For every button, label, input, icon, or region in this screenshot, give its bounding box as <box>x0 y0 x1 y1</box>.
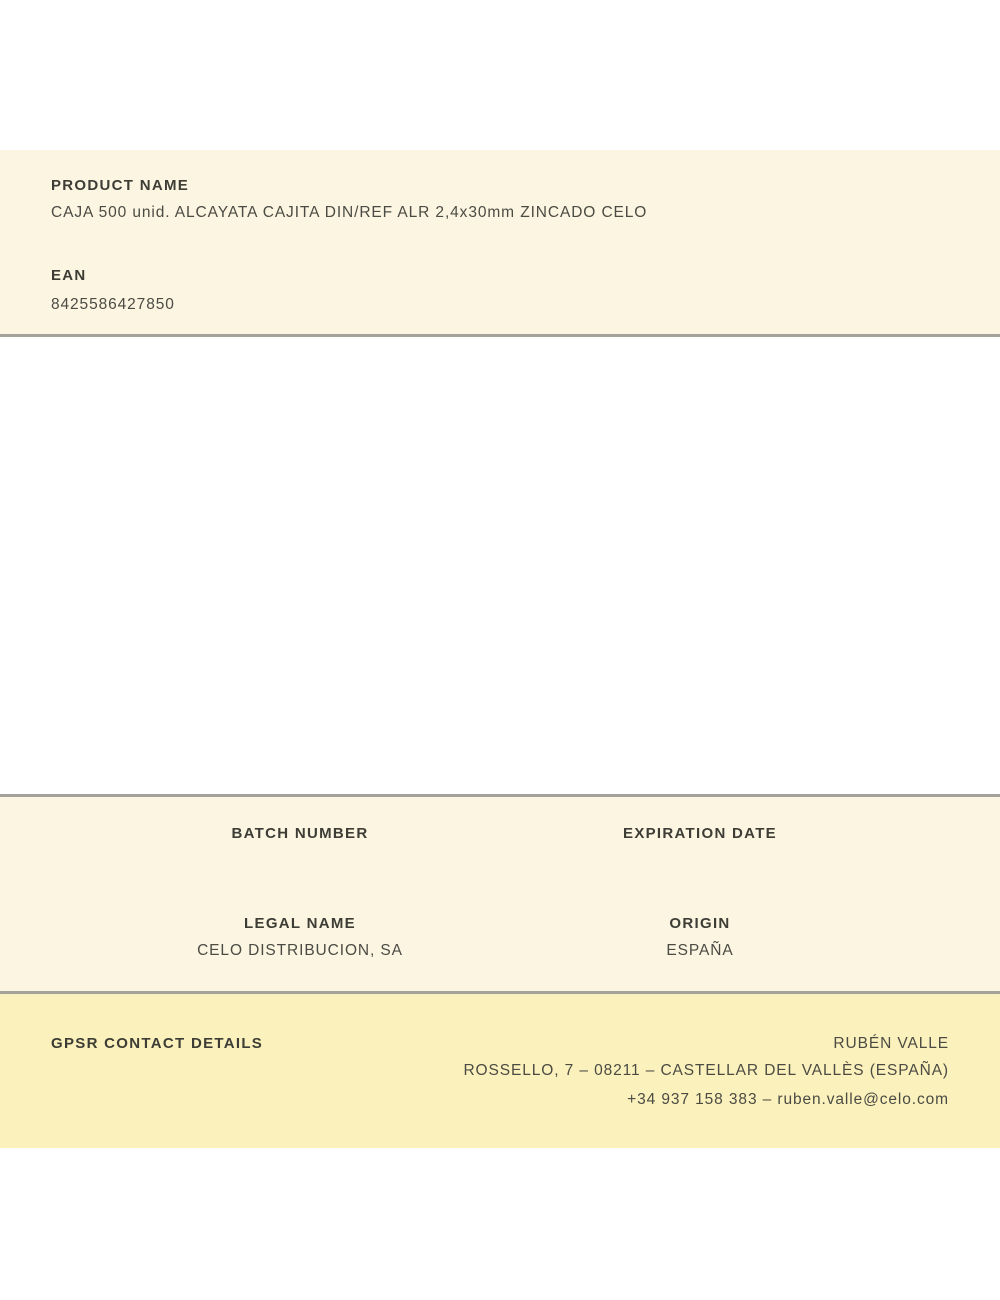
legal-name-value: CELO DISTRIBUCION, SA <box>197 942 403 959</box>
batch-number-label: BATCH NUMBER <box>231 825 369 842</box>
product-section <box>0 150 1000 337</box>
product-name-label: PRODUCT NAME <box>51 177 190 194</box>
origin-value: ESPAÑA <box>666 942 734 959</box>
origin-label: ORIGIN <box>669 915 731 932</box>
batch-section <box>0 794 1000 994</box>
legal-name-label: LEGAL NAME <box>244 915 356 932</box>
gpsr-contact-details-label: GPSR CONTACT DETAILS <box>51 1035 264 1052</box>
gpsr-contact-name: RUBÉN VALLE <box>833 1035 949 1052</box>
gpsr-section <box>0 994 1000 1148</box>
ean-value: 8425586427850 <box>51 296 175 313</box>
product-name-value: CAJA 500 unid. ALCAYATA CAJITA DIN/REF ALR 2,4x30mm ZINCADO CELO <box>51 204 648 221</box>
ean-label: EAN <box>51 267 87 284</box>
expiration-date-label: EXPIRATION DATE <box>623 825 777 842</box>
gpsr-contact-address: ROSSELLO, 7 – 08211 – CASTELLAR DEL VALLÈS (ESPAÑA) <box>463 1062 949 1079</box>
gpsr-contact-phone-email: +34 937 158 383 – ruben.valle@celo.com <box>627 1091 949 1108</box>
